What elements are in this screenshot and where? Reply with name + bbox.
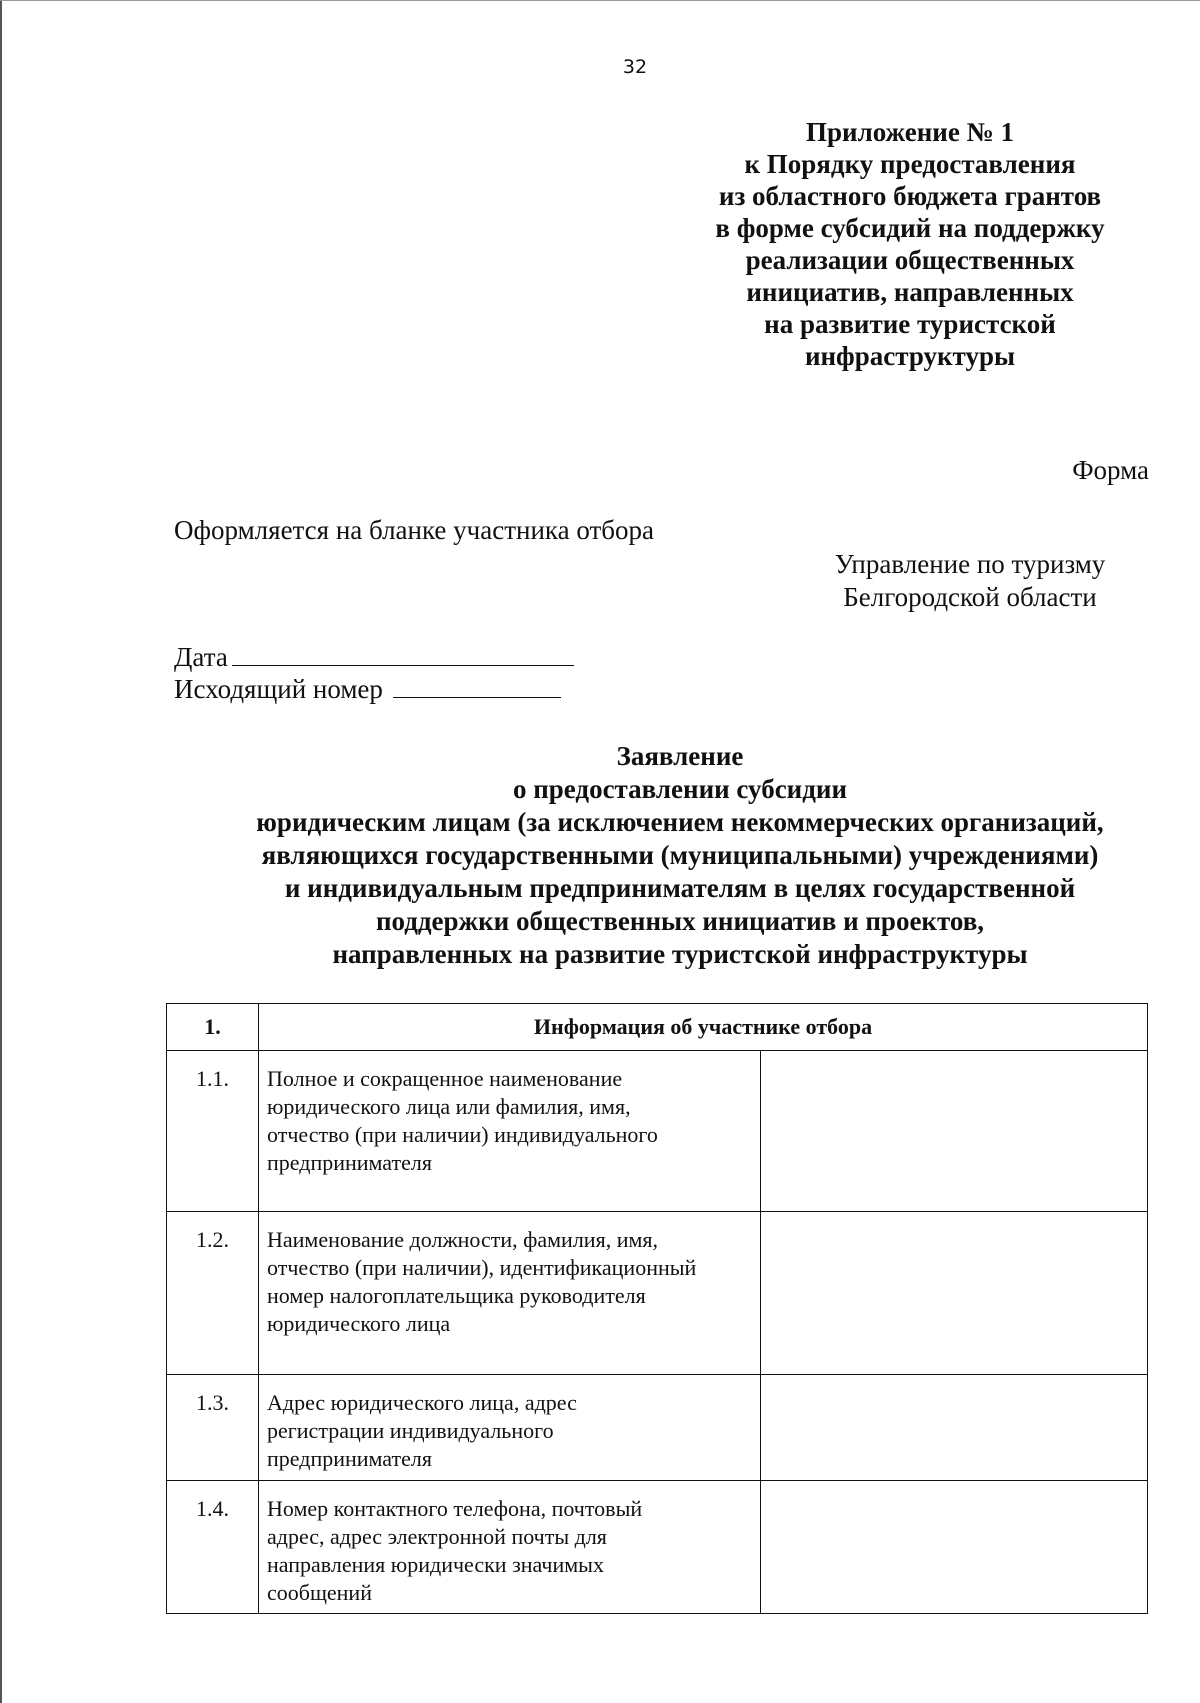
- row-description-line: направления юридически значимых: [267, 1552, 604, 1577]
- table-row: [167, 1481, 1148, 1614]
- appendix-line: на развитие туристской: [764, 309, 1056, 339]
- row-value-cell[interactable]: [761, 1212, 1148, 1375]
- row-description-line: предпринимателя: [267, 1446, 432, 1471]
- row-description-line: юридического лица или фамилия, имя,: [267, 1094, 631, 1119]
- statement-line: поддержки общественных инициатив и проектов,: [375, 906, 985, 936]
- statement-line: и индивидуальным предпринимателям в целях государственной: [284, 873, 1076, 903]
- header-number: 1.: [167, 1004, 259, 1051]
- row-description: [259, 1212, 761, 1375]
- row-description-line: регистрации индивидуального: [267, 1418, 554, 1443]
- row-number: 1.1.: [167, 1051, 259, 1212]
- statement-line: юридическим лицам (за исключением некоммерческих организаций,: [256, 807, 1104, 837]
- appendix-line: из областного бюджета грантов: [718, 181, 1102, 211]
- table-row: [167, 1375, 1148, 1481]
- appendix-line: к Порядку предоставления: [744, 149, 1076, 179]
- appendix-line: инициатив, направленных: [746, 277, 1074, 307]
- row-description-line: юридического лица: [267, 1311, 451, 1336]
- row-number: 1.3.: [167, 1375, 259, 1481]
- row-description: [259, 1481, 761, 1614]
- outgoing-number-field: [174, 674, 561, 705]
- date-field: [174, 642, 574, 673]
- appendix-header: [660, 116, 1160, 372]
- recipient-line: Управление по туризму: [834, 549, 1106, 579]
- page-edge-top: [0, 0, 1200, 1]
- page-number: 32: [622, 56, 648, 78]
- row-value-cell[interactable]: [761, 1375, 1148, 1481]
- row-number: 1.4.: [167, 1481, 259, 1614]
- recipient-block: [800, 548, 1140, 614]
- row-description-line: предпринимателя: [267, 1150, 432, 1175]
- form-label: Форма: [1072, 455, 1149, 485]
- row-description-line: Номер контактного телефона, почтовый: [267, 1496, 643, 1521]
- date-label: Дата: [174, 642, 228, 672]
- date-input-line[interactable]: [232, 643, 574, 666]
- table-header-row: [167, 1004, 1148, 1051]
- row-description-line: сообщений: [267, 1580, 372, 1605]
- row-value-cell[interactable]: [761, 1051, 1148, 1212]
- outgoing-number-input-line[interactable]: [393, 675, 561, 698]
- table-row: [167, 1212, 1148, 1375]
- row-description-line: номер налогоплательщика руководителя: [267, 1283, 646, 1308]
- row-description-line: отчество (при наличии) индивидуального: [267, 1122, 658, 1147]
- row-value-cell[interactable]: [761, 1481, 1148, 1614]
- row-description-line: Наименование должности, фамилия, имя,: [267, 1227, 659, 1252]
- row-description-line: адрес, адрес электронной почты для: [267, 1524, 607, 1549]
- row-description: [259, 1375, 761, 1481]
- row-number: 1.2.: [167, 1212, 259, 1375]
- appendix-line: инфраструктуры: [804, 341, 1016, 371]
- appendix-line: в форме субсидий на поддержку: [715, 213, 1105, 243]
- page-edge: [0, 0, 2, 1703]
- header-title: Информация об участнике отбора: [259, 1004, 1148, 1051]
- statement-line: Заявление: [616, 741, 744, 771]
- blank-note: Оформляется на бланке участника отбора: [174, 515, 655, 545]
- participant-info-table: [166, 1003, 1148, 1614]
- appendix-line: реализации общественных: [745, 245, 1075, 275]
- row-description-line: Адрес юридического лица, адрес: [267, 1390, 577, 1415]
- statement-title: [160, 740, 1200, 971]
- statement-line: являющихся государственными (муниципальными) учреждениями): [261, 840, 1099, 870]
- row-description: [259, 1051, 761, 1212]
- row-description-line: отчество (при наличии), идентификационный: [267, 1255, 697, 1280]
- outgoing-number-label: Исходящий номер: [174, 674, 383, 704]
- appendix-line: Приложение № 1: [806, 117, 1014, 147]
- row-description-line: Полное и сокращенное наименование: [267, 1066, 623, 1091]
- recipient-line: Белгородской области: [843, 582, 1097, 612]
- statement-line: о предоставлении субсидии: [512, 774, 848, 804]
- table-row: [167, 1051, 1148, 1212]
- statement-line: направленных на развитие туристской инфраструктуры: [332, 939, 1028, 969]
